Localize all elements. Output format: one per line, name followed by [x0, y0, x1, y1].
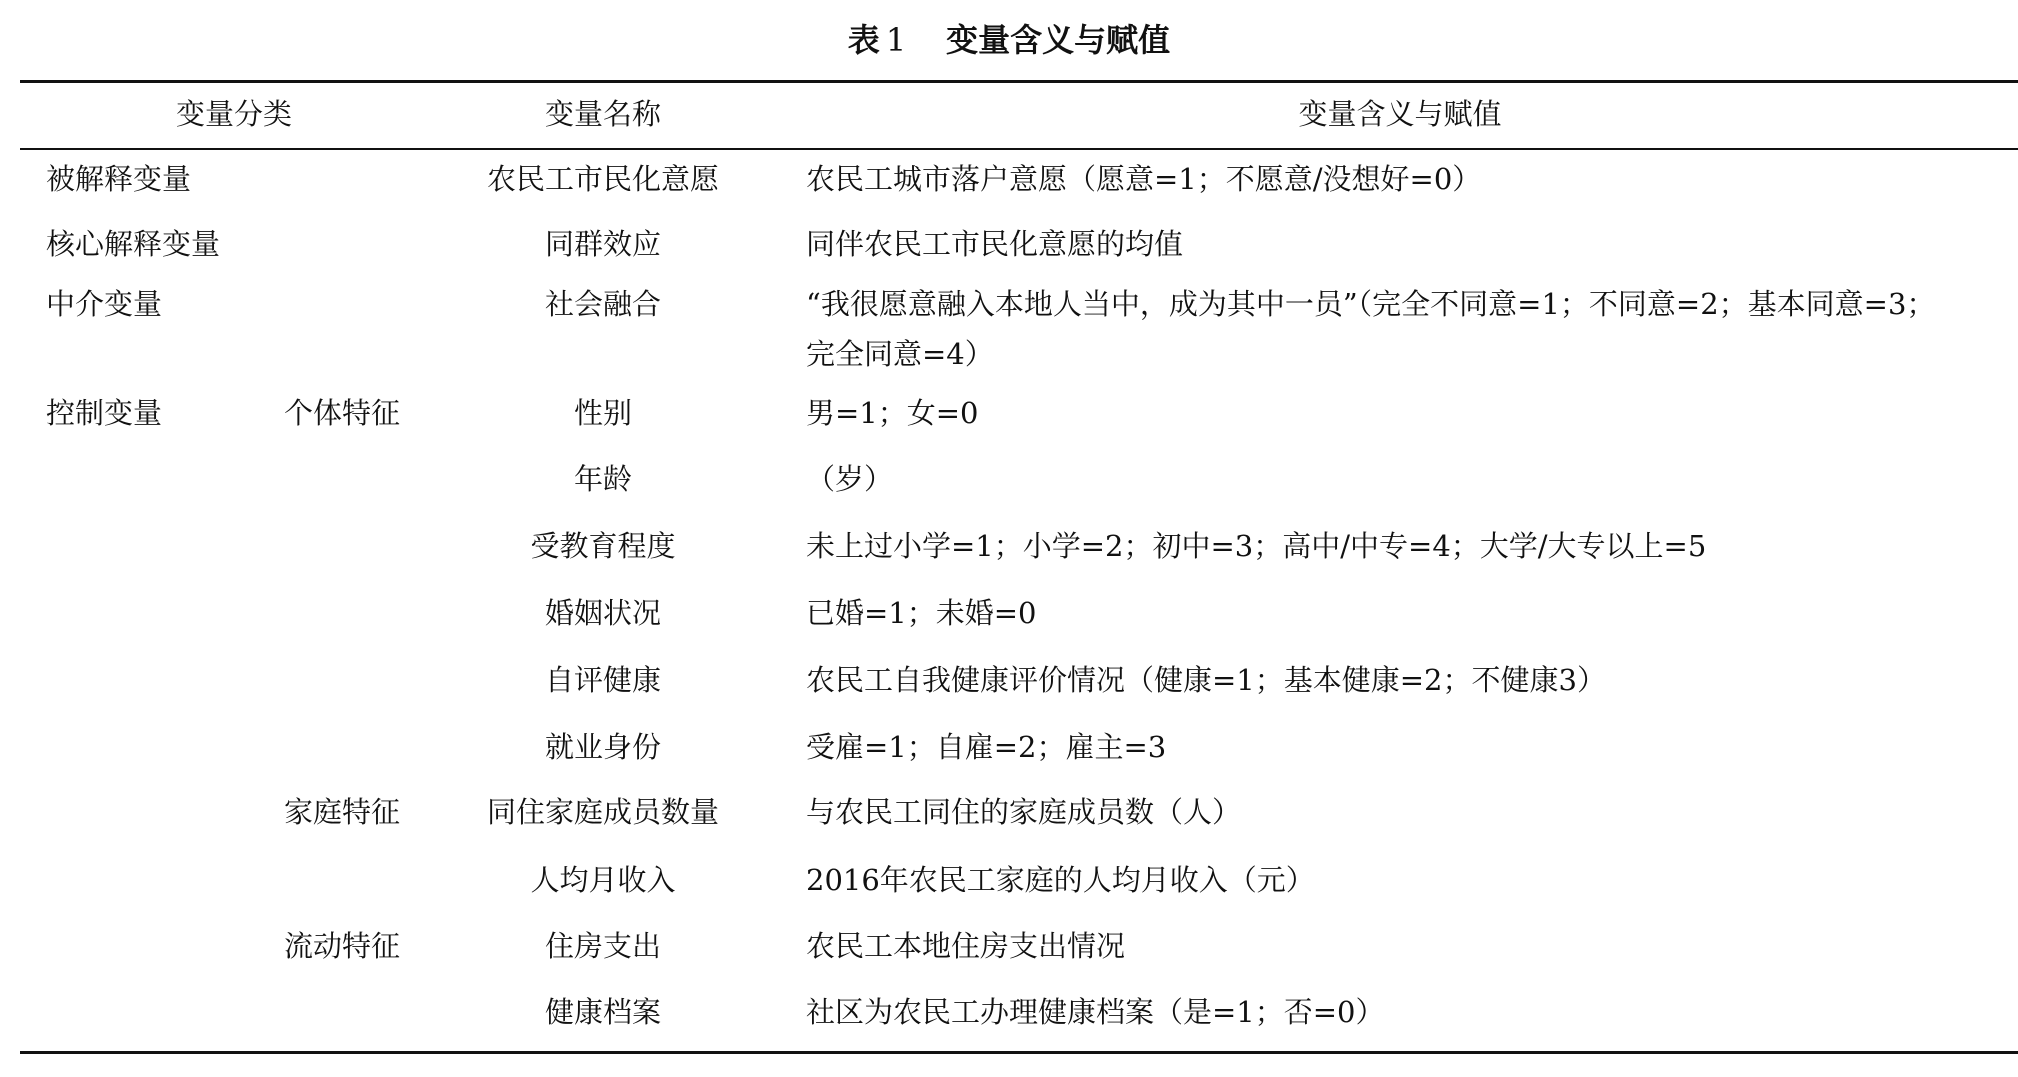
top-rule	[20, 80, 2018, 83]
row-meaning: 农民工本地住房支出情况	[806, 929, 1126, 963]
table-title-text: 变量含义与赋值	[946, 21, 1171, 59]
row-category: 控制变量	[46, 396, 163, 430]
row-meaning-continued: 完全同意=4）	[806, 337, 994, 371]
row-meaning: 与农民工同住的家庭成员数（人）	[806, 795, 1242, 829]
header-rule	[20, 148, 2018, 150]
row-category: 被解释变量	[46, 162, 192, 196]
row-meaning: 社区为农民工办理健康档案（是=1；否=0）	[806, 995, 1385, 1029]
table-title-prefix: 表	[847, 21, 880, 59]
row-name: 同群效应	[544, 227, 661, 261]
row-category: 核心解释变量	[46, 227, 221, 261]
row-name: 自评健康	[544, 663, 661, 697]
row-meaning: 男=1；女=0	[806, 396, 979, 430]
row-name: 就业身份	[544, 730, 661, 764]
row-name: 婚姻状况	[544, 596, 661, 630]
row-name: 同住家庭成员数量	[486, 795, 719, 829]
row-meaning: （岁）	[806, 462, 894, 496]
row-meaning: 同伴农民工市民化意愿的均值	[806, 227, 1184, 261]
row-name: 受教育程度	[530, 529, 676, 563]
header-name: 变量名称	[544, 97, 661, 131]
row-name: 人均月收入	[530, 863, 676, 897]
row-meaning: 2016年农民工家庭的人均月收入（元）	[806, 863, 1315, 897]
row-meaning: 受雇=1；自雇=2；雇主=3	[806, 730, 1167, 764]
table-title	[0, 16, 2018, 64]
row-name: 社会融合	[544, 287, 661, 321]
row-meaning: 农民工城市落户意愿（愿意=1；不愿意/没想好=0）	[806, 162, 1482, 196]
row-subcategory: 家庭特征	[284, 795, 401, 829]
row-name: 住房支出	[544, 929, 661, 963]
header-category: 变量分类	[175, 97, 292, 131]
table-title-number: 1	[885, 21, 907, 59]
row-category: 中介变量	[46, 287, 163, 321]
row-meaning: 未上过小学=1；小学=2；初中=3；高中/中专=4；大学/大专以上=5	[806, 529, 1707, 563]
row-name: 农民工市民化意愿	[486, 162, 719, 196]
row-name: 健康档案	[544, 995, 661, 1029]
row-meaning: 已婚=1；未婚=0	[806, 596, 1037, 630]
header-meaning: 变量含义与赋值	[1298, 97, 1502, 131]
row-meaning: 农民工自我健康评价情况（健康=1；基本健康=2；不健康3）	[806, 663, 1606, 697]
row-meaning: “我很愿意融入本地人当中，成为其中一员”（完全不同意=1；不同意=2；基本同意=3；	[806, 287, 1936, 321]
bottom-rule	[20, 1051, 2018, 1054]
row-subcategory: 个体特征	[284, 396, 401, 430]
row-name: 年龄	[573, 462, 632, 496]
row-subcategory: 流动特征	[284, 929, 401, 963]
row-name: 性别	[573, 396, 632, 430]
